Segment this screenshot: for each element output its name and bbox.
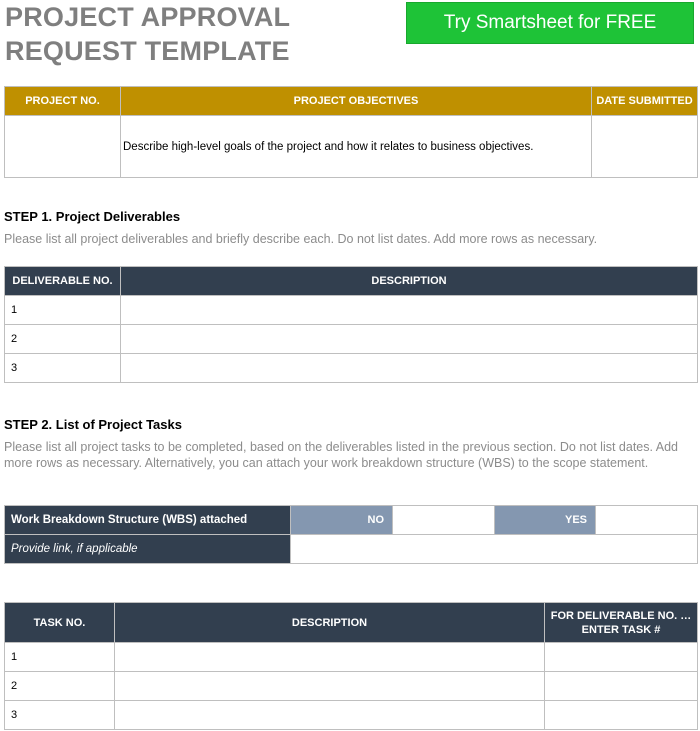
task-description-cell[interactable] — [115, 701, 545, 730]
title-line-1: PROJECT APPROVAL — [5, 2, 291, 32]
wbs-row — [5, 506, 698, 535]
col-project-no: PROJECT NO. — [5, 87, 121, 116]
table-row — [5, 296, 698, 325]
tasks-header — [5, 603, 698, 643]
deliverable-no-cell[interactable]: 2 — [5, 325, 121, 354]
table-row — [5, 116, 698, 178]
step1-description: Please list all project deliverables and briefly describe each. Do not list dates. Add more rows as necessary. — [4, 232, 598, 246]
col-description: DESCRIPTION — [121, 267, 698, 296]
step2-heading: STEP 2. List of Project Tasks — [4, 417, 182, 432]
table-row — [5, 354, 698, 383]
task-no-cell[interactable]: 2 — [5, 672, 115, 701]
deliverable-description-cell[interactable] — [121, 325, 698, 354]
deliverable-description-cell[interactable] — [121, 354, 698, 383]
deliverable-no-cell[interactable]: 1 — [5, 296, 121, 325]
col-task-no: TASK NO. — [5, 603, 115, 643]
col-task-description: DESCRIPTION — [115, 603, 545, 643]
col-project-objectives: PROJECT OBJECTIVES — [121, 87, 592, 116]
project-objectives-cell[interactable]: Describe high-level goals of the project and how it relates to business objectives. — [121, 116, 592, 178]
table-row — [5, 643, 698, 672]
wbs-yes-input[interactable] — [596, 506, 698, 535]
step1-heading: STEP 1. Project Deliverables — [4, 209, 181, 224]
page-title — [5, 0, 290, 68]
col-for-deliverable: FOR DELIVERABLE NO. … ENTER TASK # — [545, 603, 698, 643]
task-description-cell[interactable] — [115, 643, 545, 672]
table-row — [5, 701, 698, 730]
wbs-link-input[interactable] — [291, 535, 698, 564]
wbs-attached-label: Work Breakdown Structure (WBS) attached — [5, 506, 291, 535]
task-deliverable-cell[interactable] — [545, 701, 698, 730]
step2-description: Please list all project tasks to be completed, based on the deliverables listed in the previous section. Do not list dates. Add more rows as necessary. Alternatively, you can attach your work breakdown structure (WBS) to the scope statement. — [4, 440, 678, 470]
deliverables-table — [4, 266, 698, 383]
table-row — [5, 325, 698, 354]
col-deliverable-no: DELIVERABLE NO. — [5, 267, 121, 296]
try-smartsheet-button[interactable]: Try Smartsheet for FREE — [406, 2, 694, 44]
wbs-table — [4, 505, 698, 564]
wbs-link-row — [5, 535, 698, 564]
wbs-no-input[interactable] — [393, 506, 495, 535]
project-table — [4, 86, 698, 178]
table-row — [5, 672, 698, 701]
task-deliverable-cell[interactable] — [545, 672, 698, 701]
task-no-cell[interactable]: 1 — [5, 643, 115, 672]
project-no-cell[interactable] — [5, 116, 121, 178]
title-line-2: REQUEST TEMPLATE — [5, 36, 290, 66]
tasks-table — [4, 602, 698, 730]
provide-link-label: Provide link, if applicable — [5, 535, 291, 564]
col-date-submitted: DATE SUBMITTED — [592, 87, 698, 116]
task-no-cell[interactable]: 3 — [5, 701, 115, 730]
task-description-cell[interactable] — [115, 672, 545, 701]
deliverables-header — [5, 267, 698, 296]
wbs-no-option[interactable]: NO — [291, 506, 393, 535]
task-deliverable-cell[interactable] — [545, 643, 698, 672]
project-table-header — [5, 87, 698, 116]
deliverable-description-cell[interactable] — [121, 296, 698, 325]
wbs-yes-option[interactable]: YES — [495, 506, 596, 535]
date-submitted-cell[interactable] — [592, 116, 698, 178]
deliverable-no-cell[interactable]: 3 — [5, 354, 121, 383]
